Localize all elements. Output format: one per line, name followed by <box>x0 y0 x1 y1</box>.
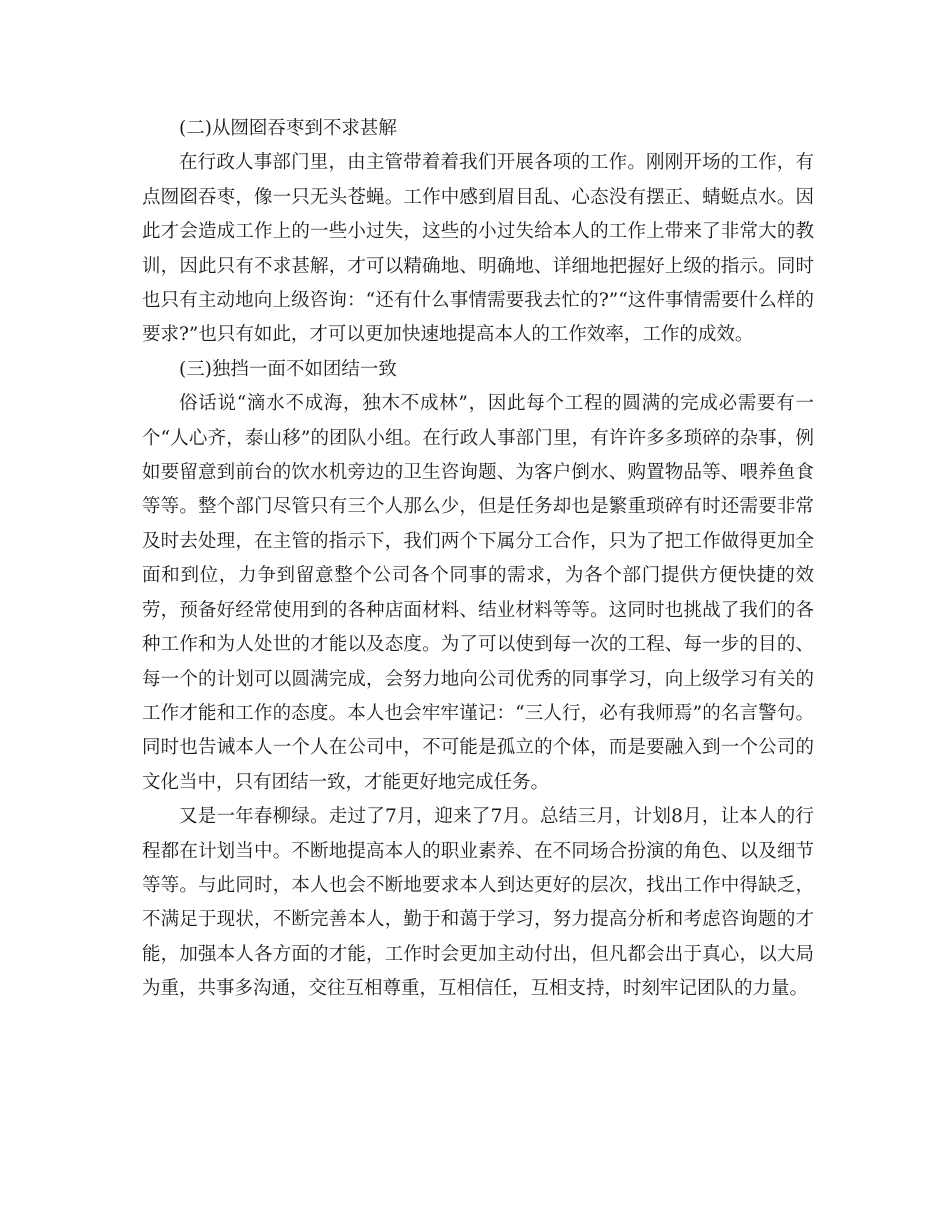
paragraph-1: 在行政人事部门里，由主管带着着我们开展各项的工作。刚刚开场的工作，有点囫囵吞枣，像一只无头苍蝇。工作中感到眉目乱、心态没有摆正、蜻蜓点水。因此才会造成工作上的一些小过失，这些的小过失给本人的工作上带来了非常大的教训，因此只有不求甚解，才可以精确地、明确地、详细地把握好上级的指示。同时也只有主动地向上级咨询：“还有什么事情需要我去忙的?”“这件事情需要什么样的要求?”也只有如此，才可以更加快速地提高本人的工作效率，工作的成效。 <box>142 152 814 346</box>
section-heading-2: (二)从囫囵吞枣到不求甚解 <box>179 118 397 139</box>
paragraph-2: 俗话说“滴水不成海，独木不成林”，因此每个工程的圆满的完成必需要有一个“人心齐，泰山移”的团队小组。在行政人事部门里，有许许多多琐碎的杂事，例如要留意到前台的饮水机旁边的卫生咨询题、为客户倒水、购置物品等、喂养鱼食等等。整个部门尽管只有三个人那么少，但是任务却也是繁重琐碎有时还需要非常及时去处理，在主管的指示下，我们两个下属分工合作，只为了把工作做得更加全面和到位，力争到留意整个公司各个同事的需求，为各个部门提供方便快捷的效劳，预备好经常使用到的各种店面材料、结业材料等等。这同时也挑战了我们的各种工作和为人处世的才能以及态度。为了可以使到每一次的工程、每一步的目的、每一个的计划可以圆满完成，会努力地向公司优秀的同事学习，向上级学习有关的工作才能和工作的态度。本人也会牢牢谨记：“三人行，必有我师焉”的名言警句。同时也告诫本人一个人在公司中，不可能是孤立的个体，而是要融入到一个公司的文化当中，只有团结一致，才能更好地完成任务。 <box>142 393 814 793</box>
document-page <box>142 112 814 1007</box>
section-heading-3: (三)独挡一面不如团结一致 <box>179 358 397 380</box>
paragraph-3: 又是一年春柳绿。走过了7月，迎来了7月。总结三月，计划8月，让本人的行程都在计划当中。不断地提高本人的职业素养、在不同场合扮演的角色、以及细节等等。与此同时，本人也会不断地要求本人到达更好的层次，找出工作中得缺乏，不满足于现状，不断完善本人，勤于和蔼于学习，努力提高分析和考虑咨询题的才能，加强本人各方面的才能，工作时会更加主动付出，但凡都会出于真心，以大局为重，共事多沟通，交往互相尊重，互相信任，互相支持，时刻牢记团队的力量。 <box>142 806 814 1000</box>
